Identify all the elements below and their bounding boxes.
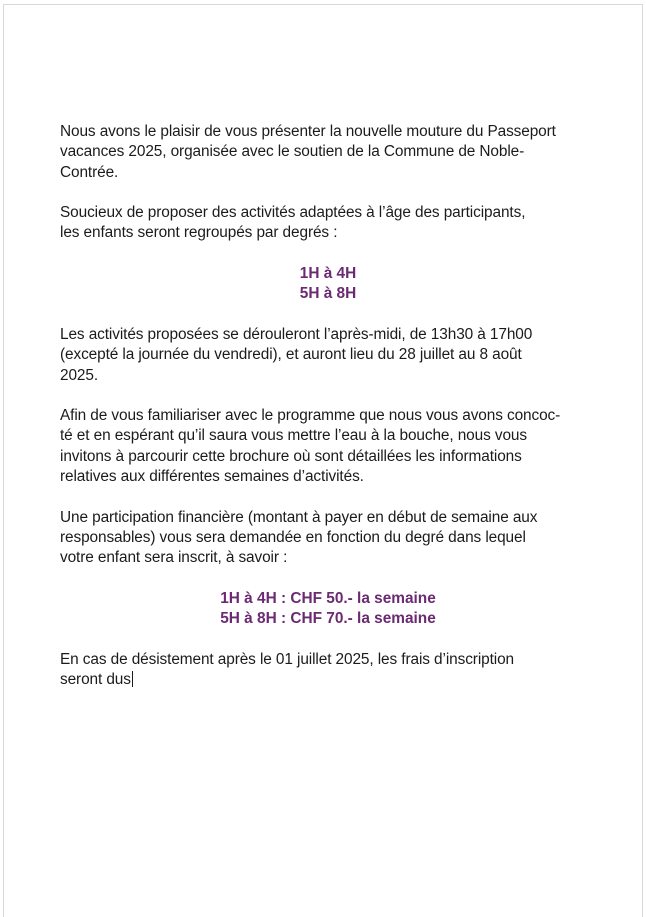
group-item[interactable]: 1H à 4H — [299, 265, 357, 283]
groups-intro-paragraph[interactable]: Soucieux de proposer des activités adaptées à l’âge des participants, les enfants seront regroupés par degrés : — [60, 204, 526, 242]
cancellation-text[interactable]: En cas de désistement après le 01 juillet 2025, les frais d’inscription seront dus — [60, 650, 515, 689]
groups-list — [60, 264, 596, 305]
schedule-paragraph[interactable]: Les activités proposées se dérouleront l’après-midi, de 13h30 à 17h00 (excepté la journée du vendredi), et auront lieu du 28 juillet au 8 août 2025. — [60, 325, 533, 384]
participation-paragraph[interactable]: Une participation financière (montant à payer en début de semaine aux responsables) vous sera demandée en fonction du degré dans lequel votre enfant sera inscrit, à savoir : — [60, 508, 538, 567]
program-paragraph[interactable]: Afin de vous familiariser avec le programme que nous vous avons concoc- té et en espérant qu’il saura vous mettre l’eau à la bouche, nous vous invitons à parcourir cette brochure où sont détaillées les informations relatives aux différentes semaines d’activités. — [60, 407, 561, 486]
cancellation-paragraph[interactable] — [60, 650, 596, 691]
document-page — [3, 4, 643, 917]
group-item[interactable]: 5H à 8H — [299, 285, 357, 303]
price-item[interactable]: 5H à 8H : CHF 70.- la semaine — [220, 610, 436, 628]
document-body — [60, 122, 596, 711]
price-item[interactable]: 1H à 4H : CHF 50.- la semaine — [220, 589, 436, 607]
intro-paragraph[interactable]: Nous avons le plaisir de vous présenter la nouvelle mouture du Passeport vacances 2025, organisée avec le soutien de la Commune de Noble- Contrée. — [60, 123, 556, 181]
text-cursor — [132, 671, 133, 687]
price-list — [60, 589, 596, 630]
